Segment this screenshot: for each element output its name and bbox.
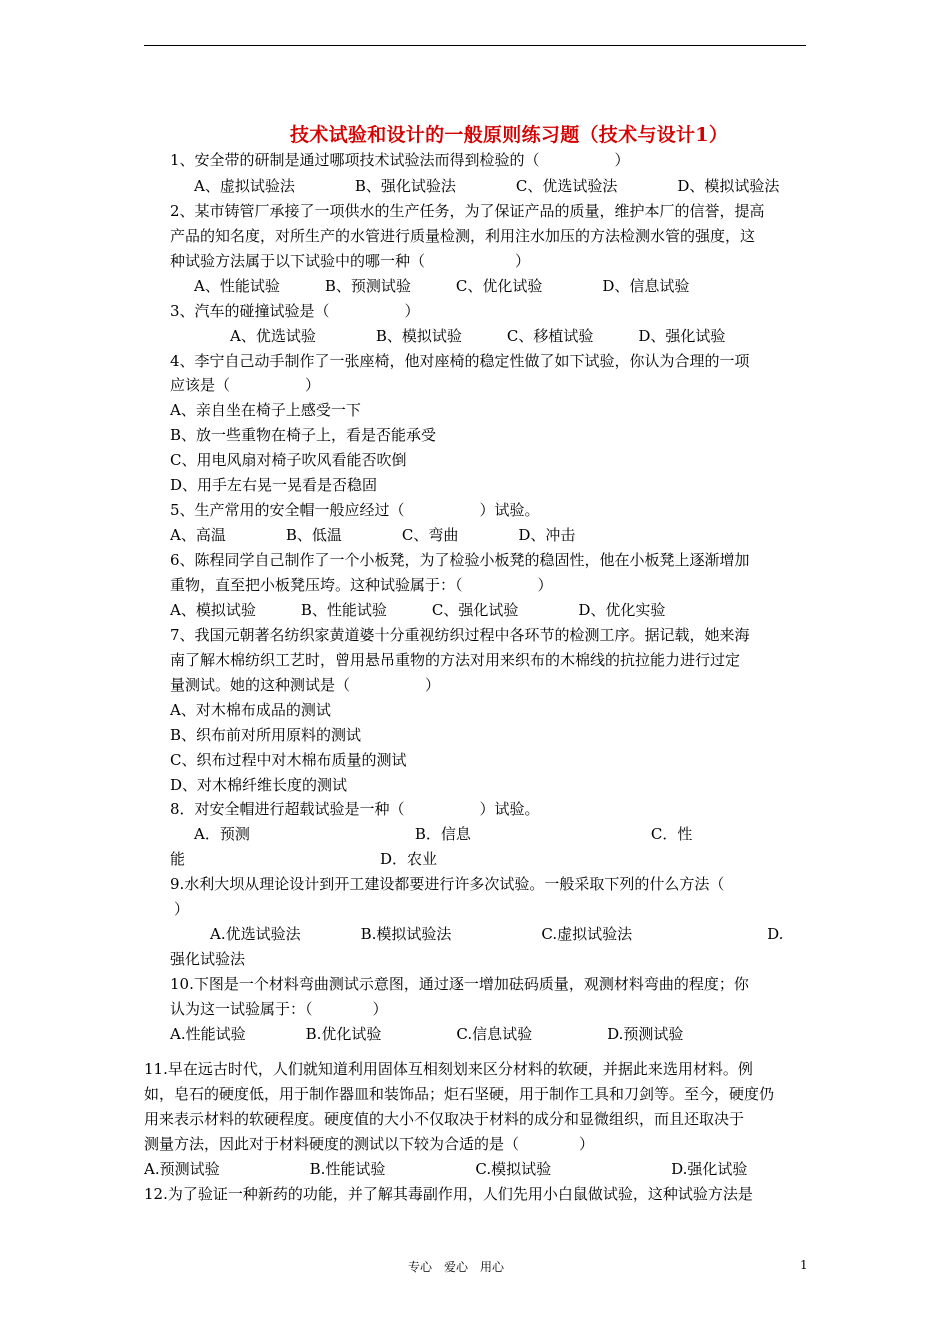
question-7-option-a: A、对木棉布成品的测试 — [170, 701, 331, 719]
question-4-option-d: D、用手左右晃一晃看是否稳固 — [170, 476, 378, 494]
question-7-option-b: B、织布前对所用原料的测试 — [170, 726, 362, 744]
question-2-line-1: 2、某市铸管厂承接了一项供水的生产任务，为了保证产品的质量，维护本厂的信誉，提高 — [170, 202, 765, 220]
question-11-options: A.预测试验 B.性能试验 C.模拟试验 D.强化试验 — [144, 1160, 748, 1178]
question-7-line-2: 南了解木棉纺织工艺时，曾用悬吊重物的方法对用来织布的木棉线的抗拉能力进行过定 — [170, 651, 741, 669]
question-1-options: A、虚拟试验法 B、强化试验法 C、优选试验法 D、模拟试验法 — [194, 177, 780, 195]
question-12-line-1: 12.为了验证一种新药的功能，并了解其毒副作用，人们先用小白鼠做试验，这种试验方法是 — [144, 1185, 753, 1203]
header-rule — [144, 45, 806, 46]
question-11-line-2: 如，皂石的硬度低，用于制作器皿和装饰品；炬石坚硬，用于制作工具和刀剑等。至今，硬度仍 — [144, 1085, 775, 1103]
question-2-options: A、性能试验 B、预测试验 C、优化试验 D、信息试验 — [194, 277, 690, 295]
question-7-option-c: C、织布过程中对木棉布质量的测试 — [170, 751, 407, 769]
question-9-options-line-1: A.优选试验法 B.模拟试验法 C.虚拟试验法 D. — [210, 925, 784, 943]
question-3: 3、汽车的碰撞试验是（ ） — [170, 302, 420, 320]
question-11-line-1: 11.早在远古时代，人们就知道利用固体互相刻划来区分材料的软硬，并据此来选用材料。例 — [144, 1060, 753, 1078]
question-11-line-4: 测量方法，因此对于材料硬度的测试以下较为合适的是（ ） — [144, 1135, 595, 1153]
question-7-line-3: 量测试。她的这种测试是（ ） — [170, 676, 441, 694]
page-number: 1 — [800, 1258, 808, 1272]
question-7-option-d: D、对木棉纤维长度的测试 — [170, 776, 348, 794]
question-6-options: A、模拟试验 B、性能试验 C、强化试验 D、优化实验 — [170, 601, 666, 619]
question-7-line-1: 7、我国元朝著名纺织家黄道婆十分重视纺织过程中各环节的检测工序。据记载，她来海 — [170, 626, 750, 644]
question-6-line-2: 重物，直至把小板凳压垮。这种试验属于：（ ） — [170, 576, 553, 594]
question-4-option-a: A、亲自坐在椅子上感受一下 — [170, 401, 361, 419]
question-5-options: A、高温 B、低温 C、弯曲 D、冲击 — [170, 526, 576, 544]
question-8-options-line-1: A．预测 B．信息 C．性 — [194, 825, 693, 843]
page-title: 技术试验和设计的一般原则练习题（技术与设计1） — [290, 124, 729, 146]
footer-slogan: 专心 爱心 用心 — [408, 1260, 505, 1274]
question-9-line-2: ） — [174, 900, 190, 918]
question-4-option-b: B、放一些重物在椅子上，看是否能承受 — [170, 426, 437, 444]
question-4-line-2: 应该是（ ） — [170, 376, 321, 394]
question-2-line-3: 种试验方法属于以下试验中的哪一种（ ） — [170, 252, 531, 270]
question-10-options: A.性能试验 B.优化试验 C.信息试验 D.预测试验 — [170, 1025, 684, 1043]
question-8: 8．对安全帽进行超载试验是一种（ ）试验。 — [170, 800, 540, 818]
question-3-options: A、优选试验 B、模拟试验 C、移植试验 D、强化试验 — [230, 327, 726, 345]
question-5: 5、生产常用的安全帽一般应经过（ ）试验。 — [170, 501, 540, 519]
question-10-line-2: 认为这一试验属于：（ ） — [170, 1000, 388, 1018]
question-1: 1、安全带的研制是通过哪项技术试验法而得到检验的（ ） — [170, 151, 630, 169]
question-2-line-2: 产品的知名度，对所生产的水管进行质量检测，利用注水加压的方法检测水管的强度，这 — [170, 227, 756, 245]
question-4-option-c: C、用电风扇对椅子吹风看能否吹倒 — [170, 451, 407, 469]
question-6-line-1: 6、陈程同学自己制作了一个小板凳，为了检验小板凳的稳固性，他在小板凳上逐渐增加 — [170, 551, 750, 569]
question-9-line-1: 9.水利大坝从理论设计到开工建设都要进行许多次试验。一般采取下列的什么方法（ — [170, 875, 725, 893]
question-4-line-1: 4、李宁自己动手制作了一张座椅，他对座椅的稳定性做了如下试验，你认为合理的一项 — [170, 352, 750, 370]
question-9-options-line-2: 强化试验法 — [170, 950, 246, 968]
question-8-options-line-2: 能 D．农业 — [170, 850, 438, 868]
question-11-line-3: 用来表示材料的软硬程度。硬度值的大小不仅取决于材料的成分和显微组织，而且还取决于 — [144, 1110, 745, 1128]
question-10-line-1: 10.下图是一个材料弯曲测试示意图，通过逐一增加砝码质量，观测材料弯曲的程度；你 — [170, 975, 749, 993]
